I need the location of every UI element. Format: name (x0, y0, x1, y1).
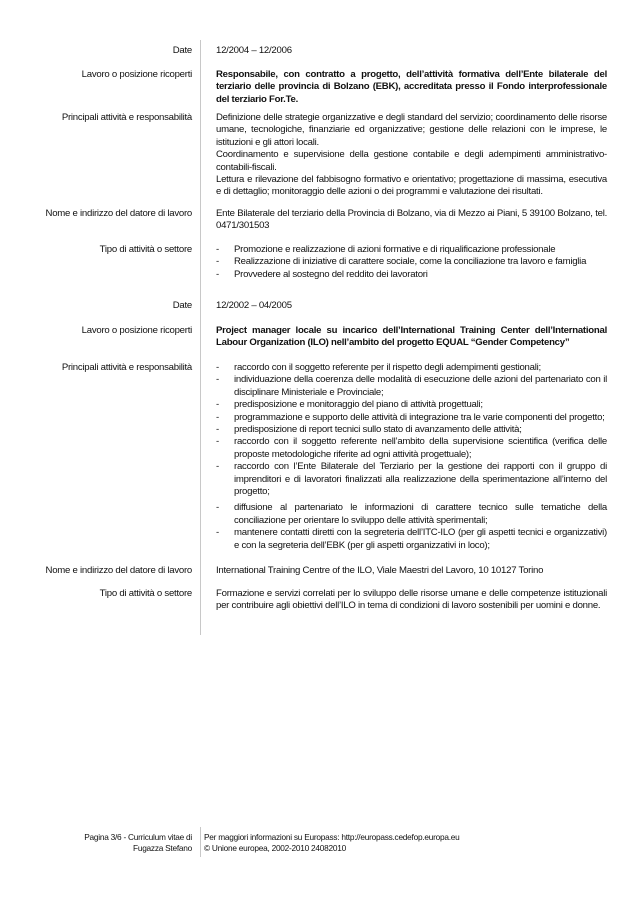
job2-activities (216, 362, 607, 552)
job1-sector (216, 244, 607, 281)
list-item: - Promozione e realizzazione di azioni formative e di riqualificazione professionale (216, 244, 607, 256)
job2-employer: International Training Centre of the ILO, Viale Maestri del Lavoro, 10 10127 Torino (216, 565, 544, 576)
job1-activities (216, 112, 607, 199)
activities-label: Principali attività e responsabilità (61, 362, 192, 373)
activities-label: Principali attività e responsabilità (61, 112, 192, 123)
job2-date: 12/2002 – 04/2005 (216, 300, 292, 311)
job2-position: Project manager locale su incarico dell’International Training Center dell’International Labour Organization (ILO) nell’ambito del progetto EQUAL “Gender Competency” (216, 325, 607, 349)
job1-date: 12/2004 – 12/2006 (216, 45, 292, 56)
position-label: Lavoro o posizione ricoperti (81, 69, 192, 80)
date-label: Date (172, 300, 192, 311)
job1-activity-paragraph: Lettura e rilevazione del fabbisogno formativo e orientativo; progettazione di massima, esecutiva e di dettaglio; monitoraggio delle azioni o dei programmi e valutazione dei risultati. (216, 174, 607, 198)
job1-activity-paragraph: Coordinamento e supervisione della gestione contabile e degli adempimenti amministrativo-contabili-fiscali. (216, 149, 607, 173)
footer-copyright: © Unione europea, 2002-2010 24082010 (204, 842, 346, 853)
list-item: - Realizzazione di iniziative di carattere sociale, come la conciliazione tra lavoro e famiglia (216, 256, 607, 268)
footer-page-info (2, 832, 192, 853)
list-item: - predisposizione e monitoraggio del piano di attività progettuali; (216, 399, 607, 411)
footer-author-name: Fugazza Stefano (133, 842, 192, 853)
footer-divider (200, 827, 201, 857)
list-item: - individuazione della coerenza delle modalità di esecuzione delle azioni del partenariato con il disciplinare Ministeriale e Provinciale; (216, 374, 607, 399)
job1-employer: Ente Bilaterale del terziario della Provincia di Bolzano, via di Mezzo ai Piani, 5 39100 Bolzano, tel. 0471/301503 (216, 208, 607, 232)
column-divider (200, 40, 201, 635)
list-item: - raccordo con l’Ente Bilaterale del Terziario per la gestione dei rapporti con il gruppo di imprenditori e di lavoratori finalizzati alla realizzazione della sperimentazione all’interno del progetto; (216, 461, 607, 498)
footer-europass-info (204, 832, 604, 853)
list-item: - diffusione al partenariato le informazioni di carattere tecnico sulle tematiche della conciliazione per orientare lo sviluppo delle attività sperimentali; (216, 502, 607, 527)
position-label: Lavoro o posizione ricoperti (81, 325, 192, 336)
sector-label: Tipo di attività o settore (99, 588, 192, 599)
list-item: - predisposizione di report tecnici sullo stato di avanzamento delle attività; (216, 424, 607, 436)
footer-europass-link: Per maggiori informazioni su Europass: http://europass.cedefop.europa.eu (204, 832, 460, 842)
list-item: - Provvedere al sostegno del reddito dei lavoratori (216, 269, 607, 281)
job1-position: Responsabile, con contratto a progetto, dell’attività formativa dell’Ente bilaterale del terziario delle provincia di Bolzano (EBK), accreditata presso il Fondo interprofessionale del terziario For.Te. (216, 69, 607, 105)
list-item: - raccordo con il soggetto referente nell’ambito della supervisione scientifica (verifica delle proposte metodologiche riferite ad ogni attività progettuale); (216, 436, 607, 461)
employer-label: Nome e indirizzo del datore di lavoro (45, 208, 192, 219)
sector-label: Tipo di attività o settore (99, 244, 192, 255)
list-item: - mantenere contatti diretti con la segreteria dell’ITC-ILO (per gli aspetti tecnici e organizzativi) e con la segreteria dell’EBK (per gli aspetti organizzativi in loco); (216, 527, 607, 552)
job2-sector: Formazione e servizi correlati per lo sviluppo delle risorse umane e delle competenze istituzionali per contribuire agli obiettivi dell’ILO in tema di condizioni di lavoro sostenibili per uomini e donne. (216, 588, 607, 612)
date-label: Date (172, 45, 192, 56)
list-item: - raccordo con il soggetto referente per il rispetto degli adempimenti gestionali; (216, 362, 607, 374)
employer-label: Nome e indirizzo del datore di lavoro (45, 565, 192, 576)
list-item: - programmazione e supporto delle attività di integrazione tra le varie componenti del progetto; (216, 412, 607, 424)
footer-page-number: Pagina 3/6 - Curriculum vitae di (84, 832, 192, 842)
job1-activity-paragraph: Definizione delle strategie organizzative e degli standard del servizio; coordinamento delle risorse umane, tecnologiche, finanziarie ed organizzative; gestione delle relazioni con le imprese, le istituzioni e gli attori locali. (216, 112, 607, 148)
